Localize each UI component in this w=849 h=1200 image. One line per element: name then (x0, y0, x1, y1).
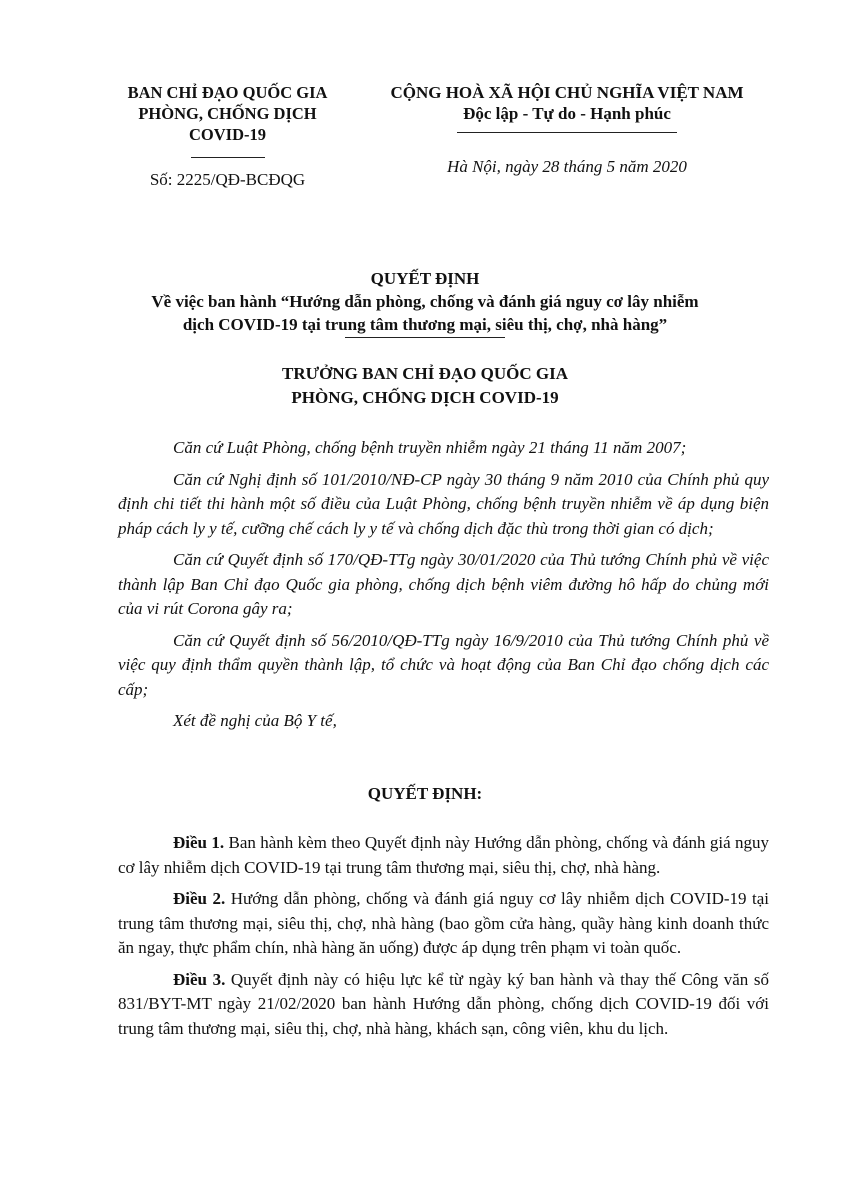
authority-line-1: TRƯỞNG BAN CHỈ ĐẠO QUỐC GIA (281, 364, 569, 383)
national-header-block (362, 82, 772, 177)
national-motto: Độc lập - Tự do - Hạnh phúc (463, 104, 671, 123)
subject-line-2: dịch COVID-19 tại trung tâm thương mại, siêu thị, chợ, nhà hàng” (182, 315, 668, 334)
national-title: CỘNG HOÀ XÃ HỘI CHỦ NGHĨA VIỆT NAM (390, 83, 744, 102)
legal-basis-paragraph: Căn cứ Luật Phòng, chống bệnh truyền nhiễm ngày 21 tháng 11 năm 2007; (173, 438, 687, 457)
legal-basis-paragraph: Căn cứ Nghị định số 101/2010/NĐ-CP ngày 30 tháng 9 năm 2010 của Chính phủ quy định chi tiết thi hành một số điều của Luật Phòng, chống bệnh truyền nhiễm về áp dụng biện pháp cách ly y tế, cưỡng chế cách ly y tế và chống dịch đặc thù trong thời gian có dịch; (118, 469, 769, 538)
legal-basis-section (118, 436, 769, 741)
article-paragraph (118, 968, 769, 1042)
article-paragraph (118, 831, 769, 880)
article-label: Điều 3. (173, 969, 226, 989)
title-divider (345, 337, 505, 338)
subject-line-1: Về việc ban hành “Hướng dẫn phòng, chống và đánh giá nguy cơ lây nhiễm (151, 292, 699, 311)
agency-name-line-2: PHÒNG, CHỐNG DỊCH (138, 104, 317, 123)
article-text: Quyết định này có hiệu lực kể từ ngày ký ban hành và thay thế Công văn số 831/BYT-MT ngày 21/02/2020 ban hành Hướng dẫn phòng, chống dịch COVID-19 đối với trung tâm thương mại, siêu thị, chợ, nhà hàng, khách sạn, công viên, khu du lịch. (118, 969, 770, 1038)
document-number: Số: 2225/QĐ-BCĐQG (149, 170, 306, 189)
article-text: Hướng dẫn phòng, chống và đánh giá nguy cơ lây nhiễm dịch COVID-19 tại trung tâm thương mại, siêu thị, chợ, nhà hàng (bao gồm cửa hàng, quầy hàng kinh doanh thức ăn ngay, thực phẩm chín, nhà hàng ăn uống) được áp dụng trên phạm vi toàn quốc. (118, 889, 770, 957)
motto-divider (457, 132, 677, 133)
issuing-agency-block (100, 82, 355, 190)
agency-name-line-3: COVID-19 (189, 125, 266, 144)
document-type: QUYẾT ĐỊNH (370, 269, 480, 288)
legal-basis-paragraph: Căn cứ Quyết định số 56/2010/QĐ-TTg ngày 16/9/2010 của Thủ tướng Chính phủ về việc quy định thẩm quyền thành lập, tổ chức và hoạt động của Ban Chỉ đạo chống dịch các cấp; (118, 630, 769, 699)
article-paragraph (118, 887, 769, 961)
agency-divider (191, 157, 265, 158)
decision-heading: QUYẾT ĐỊNH: (367, 784, 483, 803)
legal-basis-paragraph: Căn cứ Quyết định số 170/QĐ-TTg ngày 30/01/2020 của Thủ tướng Chính phủ về việc thành lập Ban Chỉ đạo Quốc gia phòng, chống dịch bệnh viêm đường hô hấp do chủng mới của vi rút Corona gây ra; (118, 550, 769, 618)
place-and-date: Hà Nội, ngày 28 tháng 5 năm 2020 (447, 157, 687, 176)
article-label: Điều 2. (173, 889, 226, 908)
articles-section (118, 831, 769, 1048)
decision-title-block (80, 267, 770, 338)
authority-line-2: PHÒNG, CHỐNG DỊCH COVID-19 (291, 388, 559, 407)
agency-name-line-1: BAN CHỈ ĐẠO QUỐC GIA (127, 83, 328, 102)
article-text: Ban hành kèm theo Quyết định này Hướng dẫn phòng, chống và đánh giá nguy cơ lây nhiễm dịch COVID-19 tại trung tâm thương mại, siêu thị, chợ, nhà hàng. (118, 833, 770, 877)
legal-basis-paragraph: Xét đề nghị của Bộ Y tế, (173, 711, 337, 730)
issuing-authority (80, 362, 770, 410)
article-label: Điều 1. (173, 833, 225, 852)
